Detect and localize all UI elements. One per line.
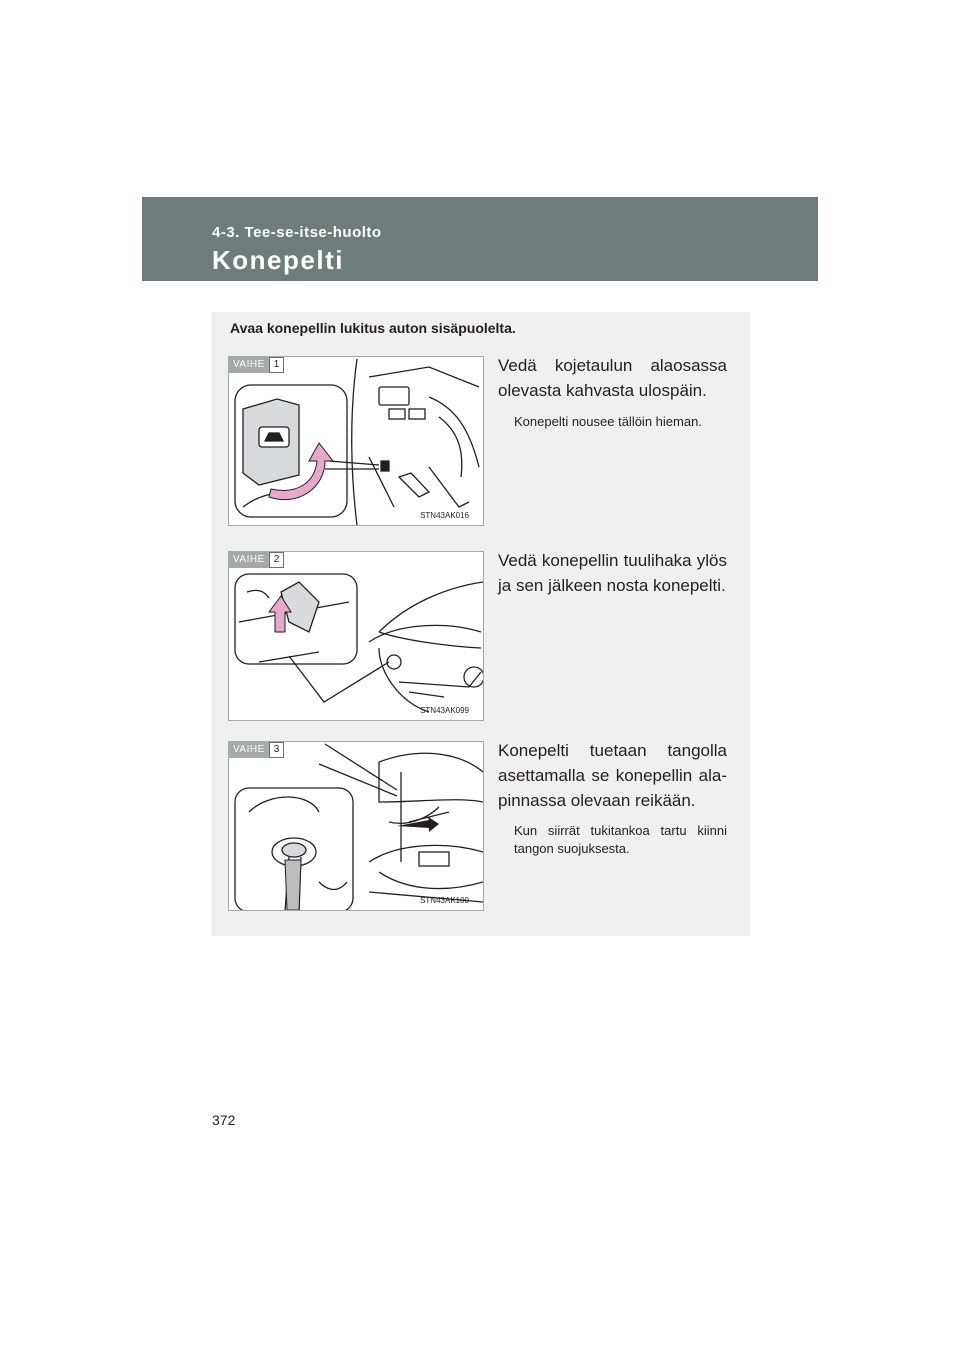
step-1-line-2: olevasta kahvasta ulospäin. — [498, 381, 707, 400]
step-2-illustration — [228, 551, 484, 721]
step-2-line-2: ja sen jälkeen nosta konepelti. — [498, 576, 726, 595]
step-3-line-2: asettamalla se konepellin ala- — [498, 766, 727, 785]
step-label: VAIHE — [229, 552, 269, 568]
page-title: Konepelti — [212, 245, 344, 275]
intro-text: Avaa konepellin lukitus auton sisäpuolelta. — [230, 320, 516, 336]
step-number: 1 — [269, 357, 285, 373]
step-1-line-1: Vedä kojetaulun alaosassa — [498, 356, 727, 375]
content-panel — [212, 312, 750, 936]
step-3-line-3: pinnassa olevaan reikään. — [498, 791, 696, 810]
step-2-tag — [229, 552, 284, 568]
step-label: VAIHE — [229, 742, 269, 758]
figure-code: STN43AK100 — [420, 896, 469, 905]
step-1-tag — [229, 357, 284, 373]
step-1-illustration — [228, 356, 484, 526]
figure-code: STN43AK099 — [420, 706, 469, 715]
step-number: 2 — [269, 552, 285, 568]
step-3-illustration — [228, 741, 484, 911]
step-3-line-1: Konepelti tuetaan tangolla — [498, 741, 727, 760]
step-3-note: Kun siirrät tukitankoa tartu kiinni tangon suojuksesta. — [514, 823, 727, 856]
page-number: 372 — [212, 1112, 236, 1128]
step-3-tag — [229, 742, 284, 758]
step-1-text — [498, 353, 727, 403]
figure-code: STN43AK016 — [420, 511, 469, 520]
step-number: 3 — [269, 742, 285, 758]
hood-latch-drawing — [229, 552, 484, 721]
hood-support-rod-drawing — [229, 742, 484, 911]
step-3-text — [498, 738, 727, 813]
step-label: VAIHE — [229, 357, 269, 373]
header-band — [142, 197, 818, 281]
dashboard-release-lever-drawing — [229, 357, 484, 526]
step-2-line-1: Vedä konepellin tuulihaka ylös — [498, 551, 727, 570]
step-1-note: Konepelti nousee tällöin hieman. — [514, 414, 702, 429]
section-label: 4-3. Tee-se-itse-huolto — [212, 224, 382, 241]
step-2-text — [498, 548, 727, 598]
